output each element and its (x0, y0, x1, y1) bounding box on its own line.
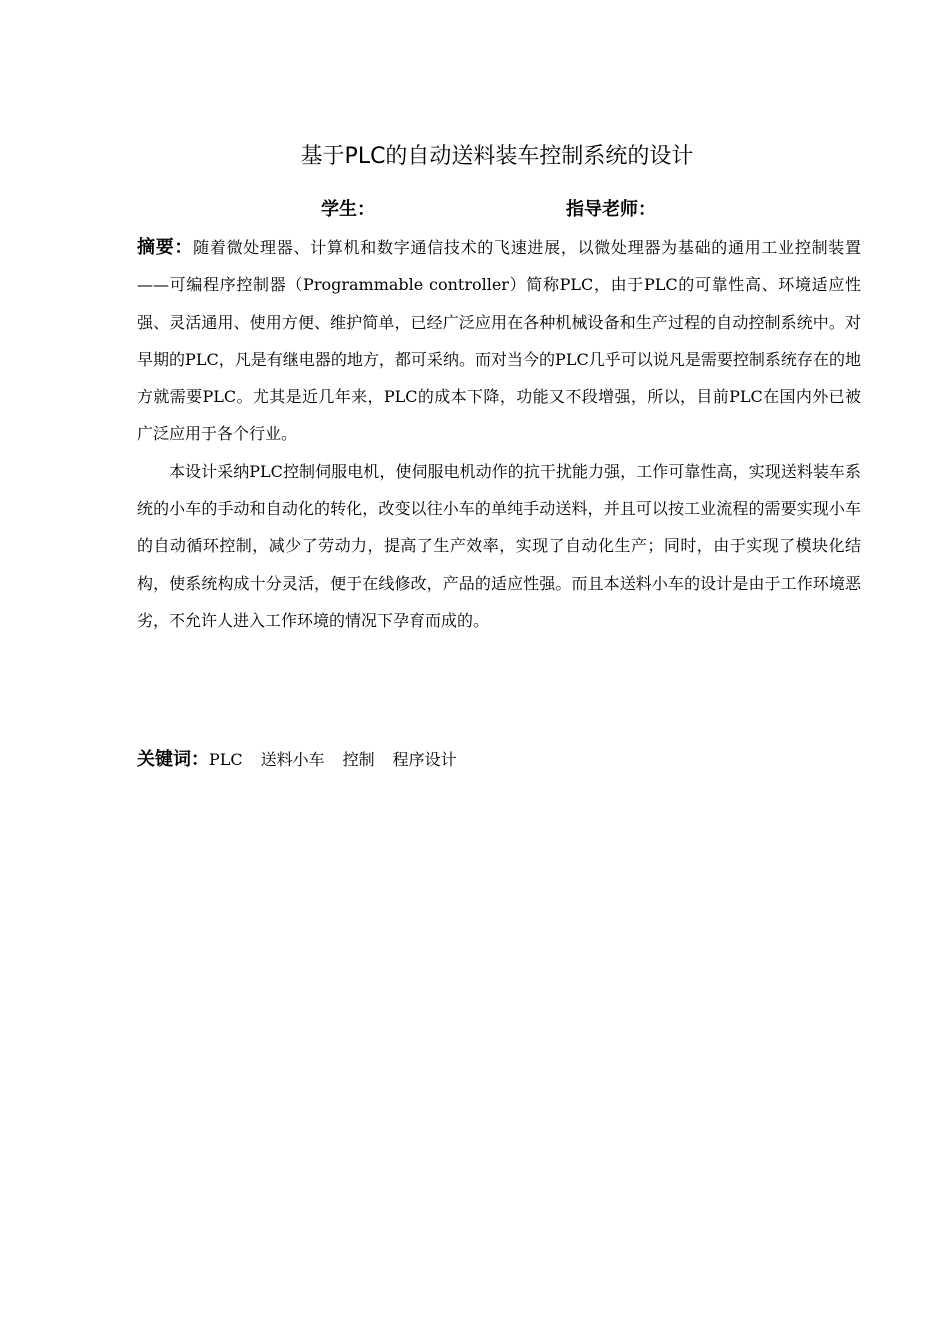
keywords-label: 关键词： (137, 749, 209, 770)
document-title: 基于PLC的自动送料装车控制系统的设计 (300, 144, 694, 169)
keyword-item: PLC (209, 750, 243, 769)
abstract-label: 摘要： (137, 237, 194, 258)
keyword-item: 程序设计 (392, 750, 457, 769)
abstract-paragraph-1 (137, 229, 861, 453)
abstract-paragraph-2: 本设计采纳PLC控制伺服电机，使伺服电机动作的抗干扰能力强，工作可靠性高，实现送料装车系统的小车的手动和自动化的转化，改变以往小车的单纯手动送料，并且可以按工业流程的需要实现小车的自动循环控制，减少了劳动力，提高了生产效率，实现了自动化生产；同时，由于实现了模块化结构，使系统构成十分灵活，便于在线修改，产品的适应性强。而且本送料小车的设计是由于工作环境恶劣，不允许人进入工作环境的情况下孕育而成的。 (137, 461, 861, 630)
keyword-item: 控制 (342, 750, 375, 769)
keywords-section (137, 742, 475, 778)
keyword-item: 送料小车 (260, 750, 325, 769)
student-label: 学生： (321, 199, 375, 220)
abstract-section (137, 229, 861, 639)
advisor-label: 指导老师： (566, 199, 656, 220)
abstract-paragraph-1-text: 随着微处理器、计算机和数字通信技术的飞速进展，以微处理器为基础的通用工业控制装置——可编程序控制器（Programmable controller）简称PLC，由于PLC的可靠性高、环境适应性强、灵活通用、使用方便、维护简单，已经广泛应用在各种机械设备和生产过程的自动控制系统中。对早期的PLC，凡是有继电器的地方，都可采纳。而对当今的PLC几乎可以说凡是需要控制系统存在的地方就需要PLC。尤其是近几年来，PLC的成本下降，功能又不段增强，所以，目前PLC在国内外已被广泛应用于各个行业。 (137, 238, 862, 444)
